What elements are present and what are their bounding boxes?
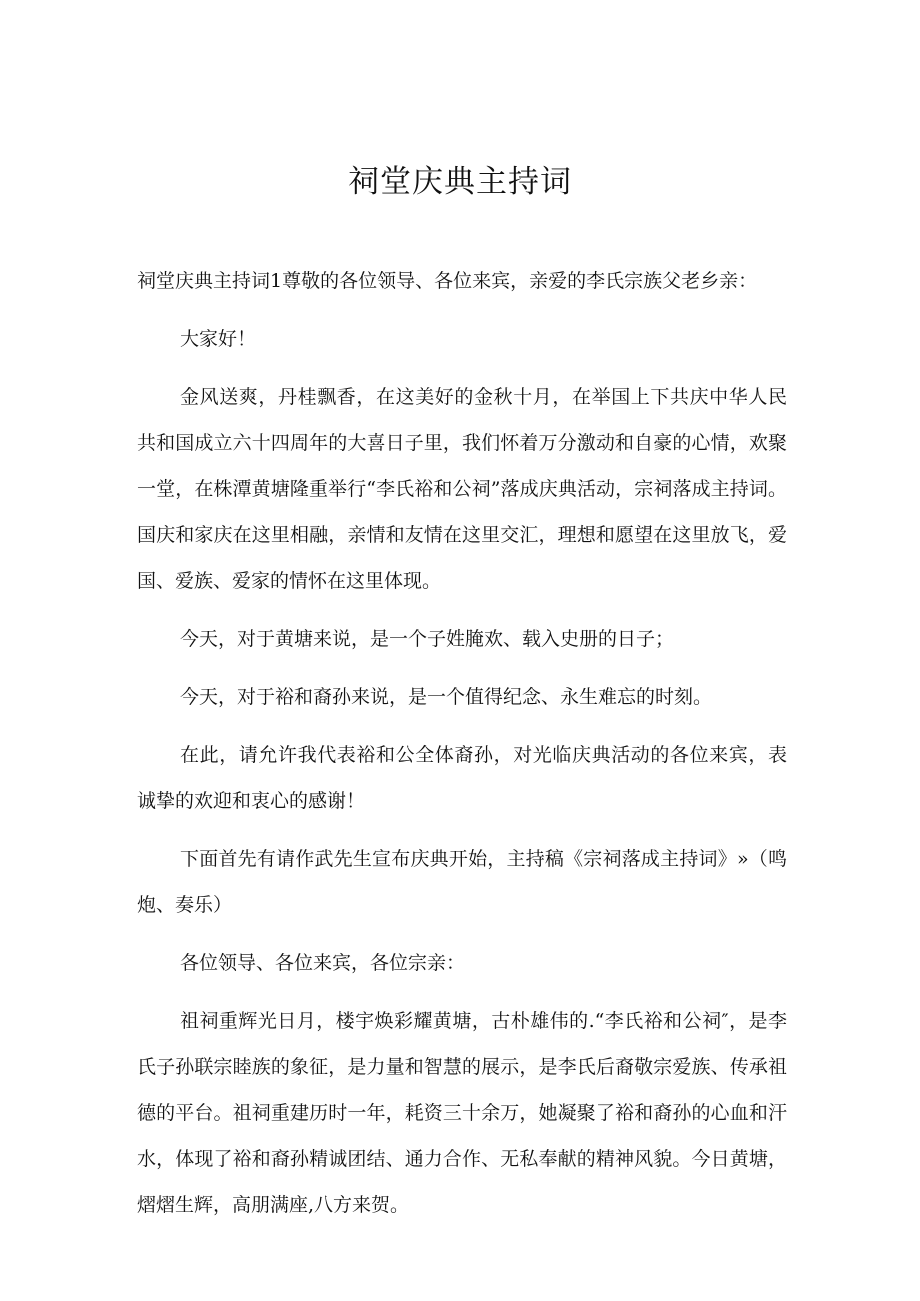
paragraph-today-descendants: 今天，对于裕和裔孙来说，是一个值得纪念、永生难忘的时刻。 [180,686,713,708]
paragraph-welcome: 在此，请允许我代表裕和公全体裔孙，对光临庆典活动的各位来宾，表诚挚的欢迎和衷心的感谢！ [137,744,787,812]
paragraph-opening: 金风送爽，丹桂飘香，在这美好的金秋十月，在举国上下共庆中华人民共和国成立六十四周年的大喜日子里，我们怀着万分激动和自豪的心情，欢聚一堂，在株潭黄塘隆重举行“李氏裕和公祠”落成庆典活动，宗祠落成主持词。国庆和家庆在这里相融，亲情和友情在这里交汇，理想和愿望在这里放飞，爱国、爱族、爱家的情怀在这里体现。 [137,386,787,592]
paragraph-address: 各位领导、各位来宾，各位宗亲： [180,952,466,974]
paragraph-hello: 大家好！ [180,328,257,350]
paragraph-ancestral-hall: 祖祠重辉光日月，楼宇焕彩耀黄塘，古朴雄伟的.“李氏裕和公祠″，是李氏子孙联宗睦族的象征，是力量和智慧的展示，是李氏后裔敬宗爱族、传承祖德的平台。祖祠重建历时一年，耗资三十余万，她凝聚了裕和裔孙的心血和汗水，体现了裕和裔孙精诚团结、通力合作、无私奉献的精神风貌。今日黄塘，熠熠生辉，高朋满座,八方来贺。 [137,1010,787,1216]
paragraph-greeting: 祠堂庆典主持词1尊敬的各位领导、各位来宾，亲爱的李氏宗族父老乡亲： [137,270,758,292]
page-title: 祠堂庆典主持词 [348,164,572,200]
paragraph-today-huangtang: 今天，对于黄塘来说，是一个子姓腌欢、载入史册的日子； [180,628,675,650]
paragraph-announcement: 下面首先有请作武先生宣布庆典开始，主持稿《宗祠落成主持词》»（鸣炮、奏乐） [137,848,787,916]
document-body [137,258,787,1228]
